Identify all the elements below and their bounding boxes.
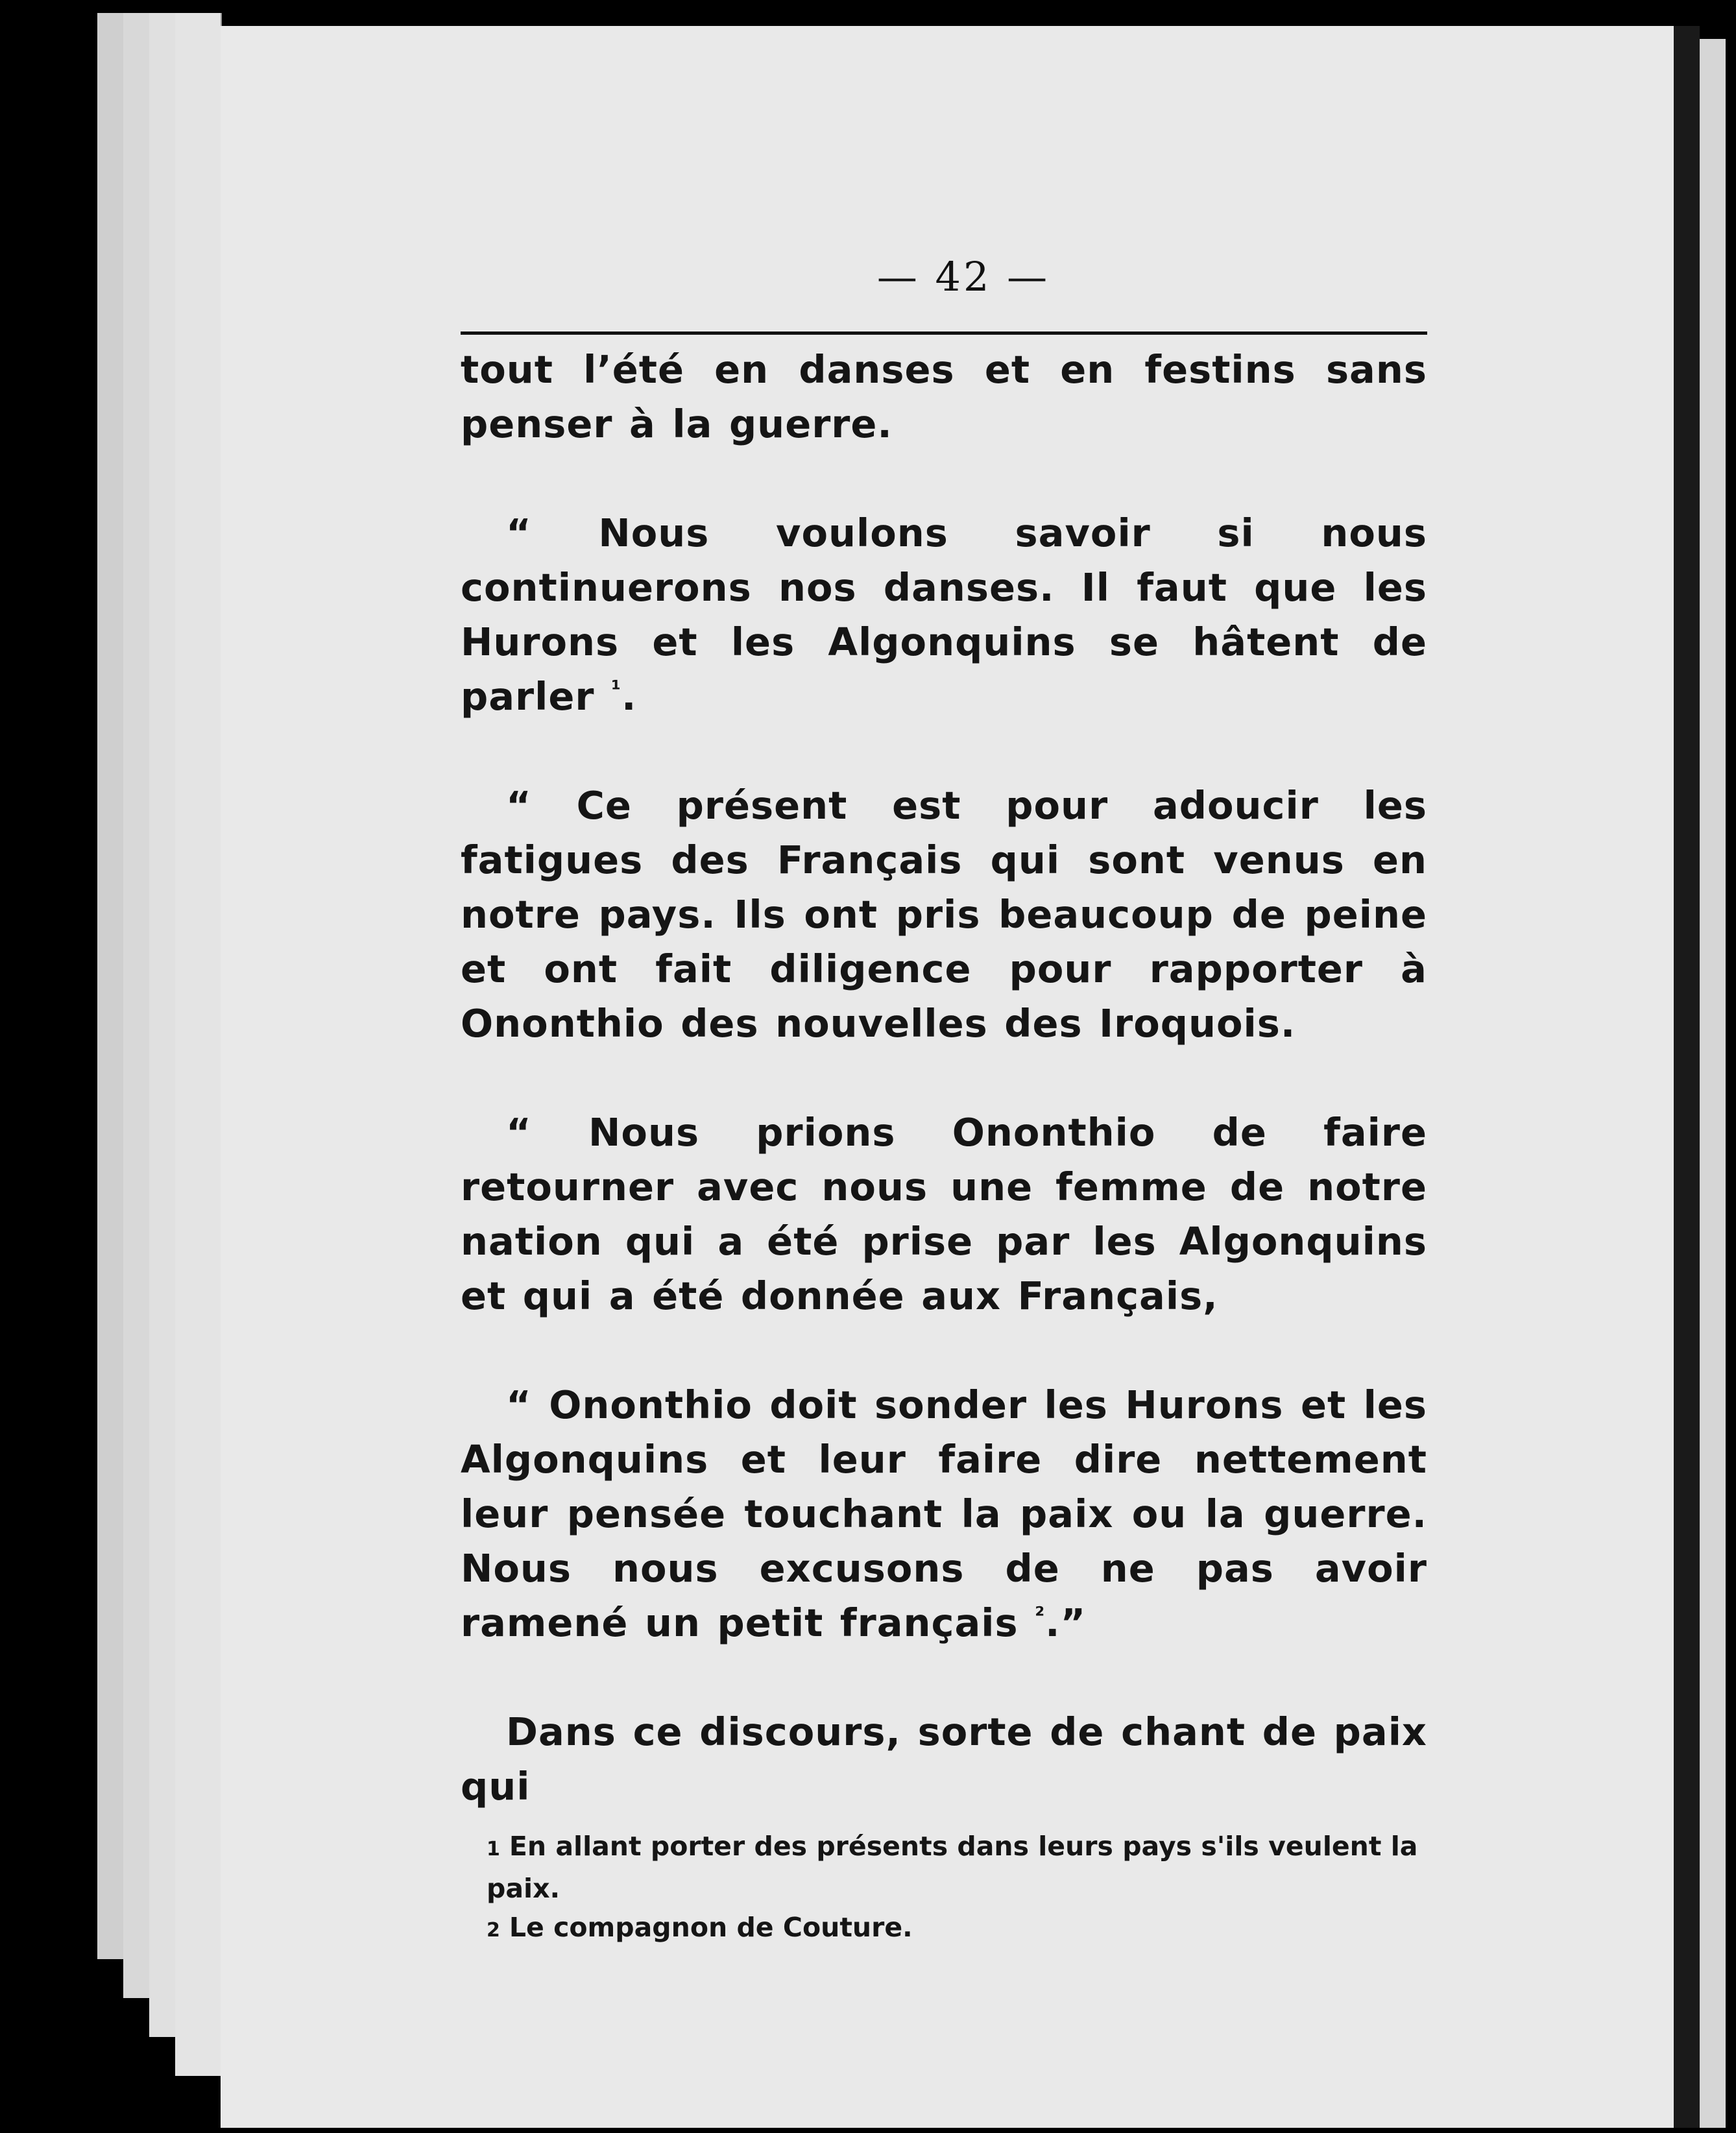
paragraph: “ Ce présent est pour adoucir les fatigues des Français qui sont venus en notre pays. Ils ont pris beaucoup de peine et ont fait diligence pour rapporter à Ononthio des nouvelles des Iroquois. bbox=[461, 783, 1427, 1046]
page-gutter bbox=[1674, 26, 1700, 2128]
footnotes bbox=[461, 1827, 1427, 1950]
paragraph: “ Ononthio doit sonder les Hurons et les Algonquins et leur faire dire nettement leur pensée touchant la paix ou la guerre. Nous nous excusons de ne pas avoir ramené un petit français $^{^2}$.” bbox=[461, 1382, 1427, 1645]
page-number: — 42 — bbox=[876, 253, 1050, 300]
footnote-ref: ¹ bbox=[611, 676, 621, 703]
page-edge bbox=[175, 13, 222, 2076]
header-rule bbox=[461, 331, 1427, 335]
footnote: 2 Le compagnon de Couture. bbox=[487, 1912, 913, 1943]
footnote-ref: ² bbox=[1035, 1602, 1046, 1629]
paragraph: “ Nous voulons savoir si nous continuerons nos danses. Il faut que les Hurons et les Algonquins se hâtent de parler $^{^1}$. bbox=[461, 511, 1427, 719]
paragraph: tout l’été en danses et en festins sans penser à la guerre. bbox=[461, 347, 1427, 446]
paragraph: “ Nous prions Ononthio de faire retourner avec nous une femme de notre nation qui a été prise par les Algonquins et qui a été donnée aux Français, bbox=[461, 1110, 1427, 1318]
facing-page-edge bbox=[1700, 39, 1726, 2128]
footnote: 1 En allant porter des présents dans leurs pays s'ils veulent la paix. bbox=[487, 1831, 1418, 1904]
page-content bbox=[461, 253, 1427, 1950]
body-text bbox=[461, 343, 1427, 1814]
paragraph: Dans ce discours, sorte de chant de paix qui bbox=[461, 1709, 1427, 1809]
